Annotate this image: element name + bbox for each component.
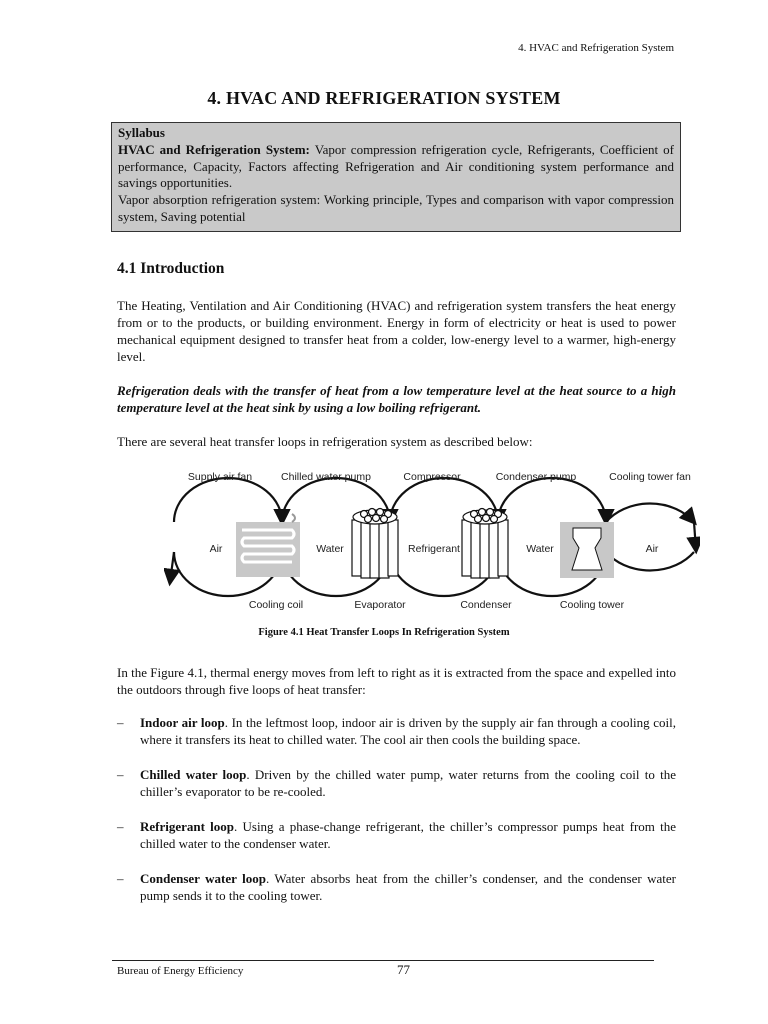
- section-heading: 4.1 Introduction: [117, 260, 225, 277]
- condenser-icon: [462, 509, 508, 579]
- bullet-dash: –: [117, 715, 124, 730]
- bullet-term: Indoor air loop: [140, 715, 225, 730]
- syllabus-line-1-lead: HVAC and Refrigeration System:: [118, 141, 310, 157]
- figure-bottom-label: Condenser: [460, 599, 512, 611]
- list-item: [117, 870, 676, 904]
- bullet-dash: –: [117, 819, 124, 834]
- bullet-text: . In the leftmost loop, indoor air is driven by the supply air fan through a cooling coil, where it transfers its heat to chilled water. The cool air then cools the building space.: [140, 715, 677, 747]
- syllabus-line-2-lead: Vapor absorption refrigeration system: [118, 192, 317, 208]
- figure-caption: Figure 4.1 Heat Transfer Loops In Refrigeration System: [258, 627, 510, 638]
- syllabus-box: [111, 122, 681, 232]
- footer-divider: [112, 960, 654, 961]
- footer-publisher: Bureau of Energy Efficiency: [117, 965, 244, 977]
- bullet-term: Condenser water loop: [140, 871, 266, 886]
- bullet-term: Refrigerant loop: [140, 819, 235, 834]
- intro-paragraph: The Heating, Ventilation and Air Conditioning (HVAC) and refrigeration system transfers the heat energy from or to the products, or building environment. Energy in form of electricity or heat is used to power mechanical equipment designed to transfer heat from a colder, low-energy level to a warmer, high-energy level.: [117, 298, 676, 364]
- figure-top-label: Condenser pump: [495, 471, 577, 483]
- figure-medium-label: Air: [645, 543, 659, 555]
- chapter-title: 4. HVAC AND REFRIGERATION SYSTEM: [207, 88, 561, 108]
- syllabus-heading: Syllabus: [118, 125, 165, 140]
- list-item: [117, 714, 676, 748]
- syllabus-line-2: [118, 192, 674, 226]
- cooling-coil-icon: [236, 514, 300, 577]
- cooling-tower-icon: [560, 522, 614, 578]
- heat-transfer-loops-figure: [164, 462, 700, 616]
- figure-top-label: Chilled water pump: [281, 471, 371, 483]
- loops-intro-paragraph: There are several heat transfer loops in refrigeration system as described below:: [117, 434, 533, 449]
- bullet-text: . Using a phase-change refrigerant, the chiller’s compressor pumps heat from the chilled water to the condenser water.: [140, 819, 676, 851]
- syllabus-line-1-text: Vapor compression refrigeration cycle, Refrigerants, Coefficient of performance, Capacity, Factors affecting Refrigeration and Air conditioning system performance and savings opportunities.: [118, 141, 675, 191]
- figure-medium-label: Air: [209, 543, 223, 555]
- evaporator-icon: [352, 509, 398, 579]
- figure-top-label: Compressor: [403, 471, 461, 483]
- figure-top-label: Cooling tower fan: [609, 471, 691, 483]
- figure-medium-label: Water: [526, 543, 554, 555]
- bullet-text: . Water absorbs heat from the chiller’s condenser, and the condenser water pump sends it to the cooling tower.: [140, 871, 676, 903]
- bullet-dash: –: [117, 871, 124, 886]
- bullet-text: . Driven by the chilled water pump, water returns from the cooling coil to the chiller’s evaporator to be re-cooled.: [140, 767, 676, 799]
- syllabus-line-2-text: : Working principle, Types and comparison with vapor compression system, Saving potential: [118, 192, 674, 224]
- loop-list: [117, 714, 676, 922]
- page-number: 77: [397, 962, 410, 977]
- figure-bottom-label: Evaporator: [354, 599, 406, 611]
- bullet-term: Chilled water loop: [140, 767, 247, 782]
- figure-medium-label: Water: [316, 543, 344, 555]
- bullet-dash: –: [117, 767, 124, 782]
- figure-medium-label: Refrigerant: [408, 543, 460, 555]
- list-item: [117, 766, 676, 800]
- figure-bottom-label: Cooling tower: [559, 599, 625, 611]
- figure-top-label: Supply air fan: [187, 471, 253, 483]
- loops-description-paragraph: In the Figure 4.1, thermal energy moves from left to right as it is extracted from the space and expelled into the outdoors through five loops of heat transfer:: [117, 665, 676, 697]
- syllabus-line-1: [118, 142, 674, 192]
- figure-bottom-label: Cooling coil: [248, 599, 304, 611]
- list-item: [117, 818, 676, 852]
- emphasis-paragraph: Refrigeration deals with the transfer of heat from a low temperature level at the heat source to a high temperature level at the heat sink by using a low boiling refrigerant.: [117, 383, 676, 415]
- running-header: 4. HVAC and Refrigeration System: [518, 42, 674, 54]
